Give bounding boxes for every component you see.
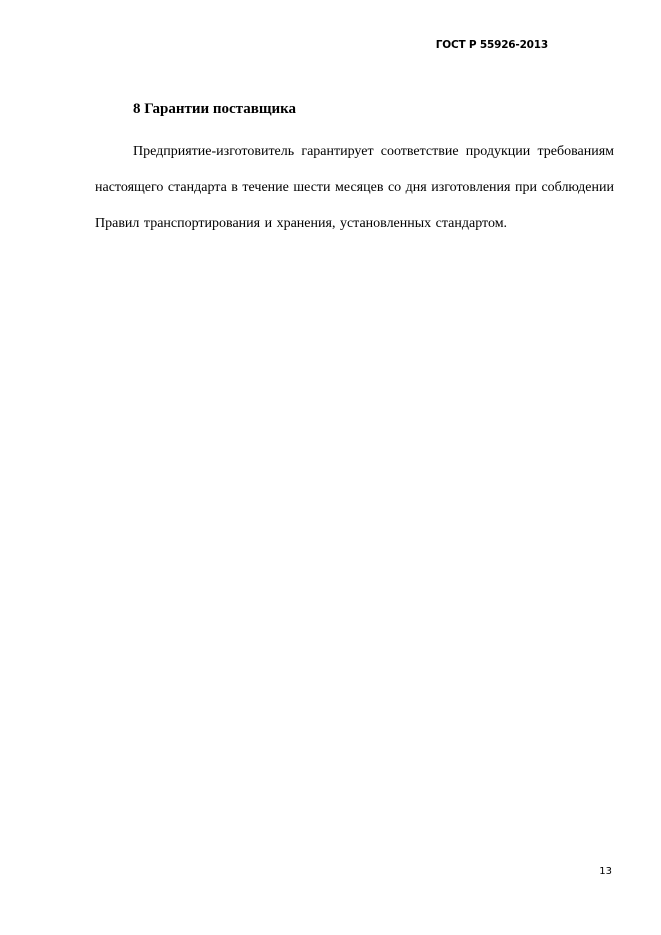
page-number: 13	[599, 866, 612, 877]
section-paragraph: Предприятие-изготовитель гарантирует соответствие продукции требованиям настоящего стандарта в течение шести месяцев со дня изготовления при соблюдении Правил транспортирования и хранения, установленных стандартом.	[95, 144, 614, 231]
document-code: ГОСТ Р 55926-2013	[435, 39, 548, 51]
section-heading: 8 Гарантии поставщика	[133, 101, 297, 117]
